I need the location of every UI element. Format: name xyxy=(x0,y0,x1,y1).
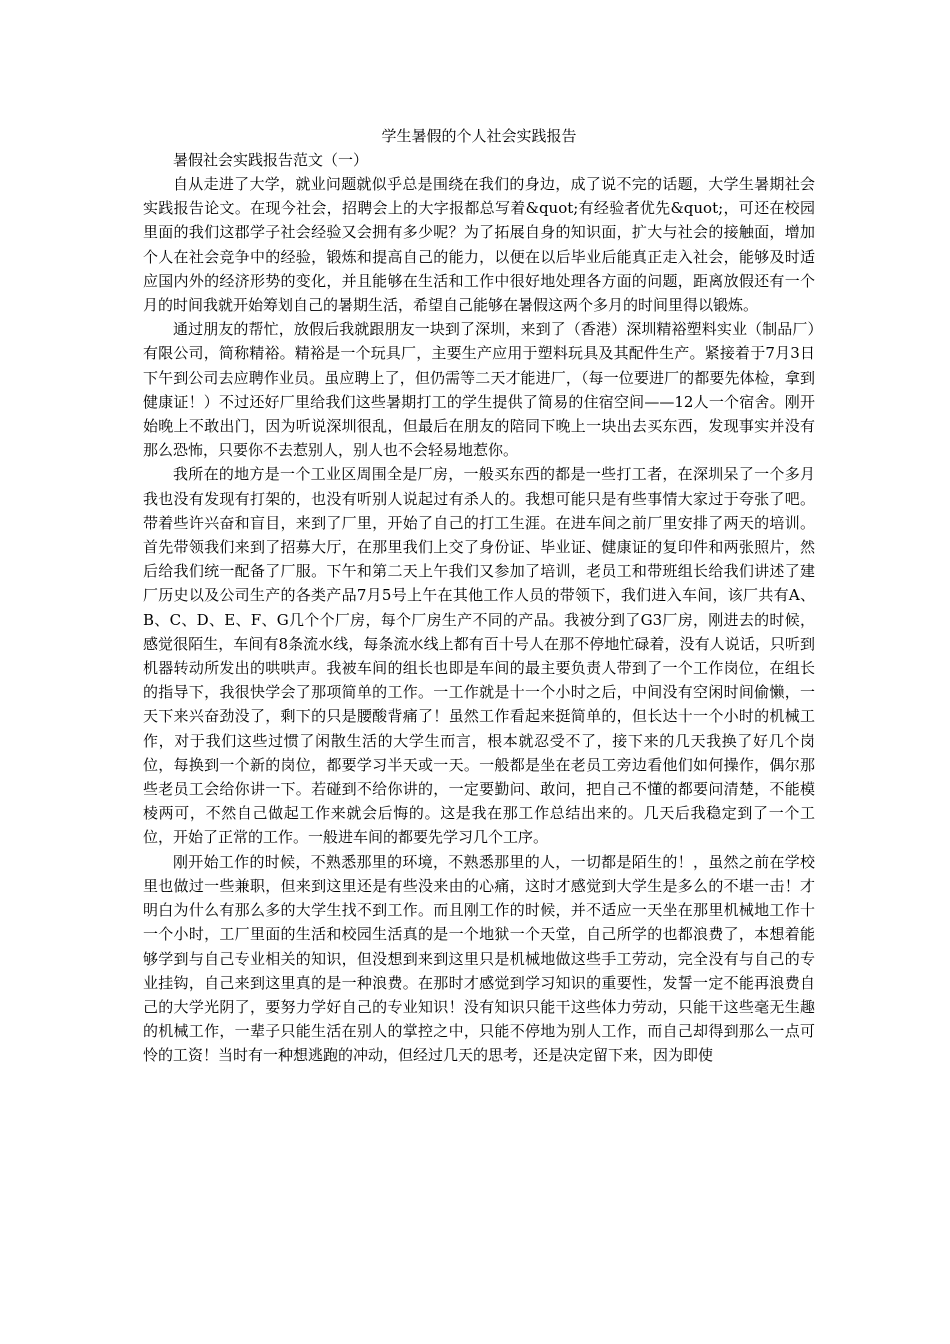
document-page xyxy=(143,124,815,1068)
paragraph-2: 通过朋友的帮忙，放假后我就跟朋友一块到了深圳，来到了（香港）深圳精裕塑料实业（制品厂）有限公司，简称精裕。精裕是一个玩具厂，主要生产应用于塑料玩具及其配件生产。紧接着于7月3日下午到公司去应聘作业员。虽应聘上了，但仍需等二天才能进厂，（每一位要进厂的都要先体检，拿到健康证！）不过还好厂里给我们这些暑期打工的学生提供了简易的住宿空间——12人一个宿舍。刚开始晚上不敢出门，因为听说深圳很乱，但最后在朋友的陪同下晚上一块出去买东西，发现事实并没有那么恐怖，只要你不去惹别人，别人也不会轻易地惹你。 xyxy=(143,320,815,460)
paragraph-3: 我所在的地方是一个工业区周围全是厂房，一般买东西的都是一些打工者，在深圳呆了一个多月我也没有发现有打架的，也没有听别人说起过有杀人的。我想可能只是有些事情大家过于夸张了吧。带着些许兴奋和盲目，来到了厂里，开始了自己的打工生涯。在进车间之前厂里安排了两天的培训。首先带领我们来到了招募大厅，在那里我们上交了身份证、毕业证、健康证的复印件和两张照片，然后给我们统一配备了厂服。下午和第二天上午我们又参加了培训，老员工和带班组长给我们讲述了建厂历史以及公司生产的各类产品7月5号上午在其他工作人员的带领下，我们进入车间，该厂共有A、B、C、D、E、F、G几个个厂房，每个厂房生产不同的产品。我被分到了G3厂房，刚进去的时候，感觉很陌生，车间有8条流水线，每条流水线上都有百十号人在那不停地忙碌着，没有人说话，只听到机器转动所发出的哄哄声。我被车间的组长也即是车间的最主要负责人带到了一个工作岗位，在组长的指导下，我很快学会了那项简单的工作。一工作就是十一个小时之后，中间没有空闲时间偷懒，一天下来兴奋劲没了，剩下的只是腰酸背痛了！虽然工作看起来挺简单的，但长达十一个小时的机械工作，对于我们这些过惯了闲散生活的大学生而言，根本就忍受不了，接下来的几天我换了好几个岗位，每换到一个新的岗位，都要学习半天或一天。一般都是坐在老员工旁边看他们如何操作，偶尔那些老员工会给你讲一下。若碰到不给你讲的，一定要勤问、敢问，把自己不懂的都要问清楚，不能模棱两可，不然自己做起工作来就会后悔的。这是我在那工作总结出来的。几天后我稳定到了一个工位，开始了正常的工作。一般进车间的都要先学习几个工序。 xyxy=(143,465,815,847)
paragraph-1: 自从走进了大学，就业问题就似乎总是围绕在我们的身边，成了说不完的话题，大学生暑期社会实践报告论文。在现今社会，招聘会上的大字报都总写着&quot;有经验者优先&quot;，可还在校园里面的我们这郡学子社会经验又会拥有多少呢？为了拓展自身的知识面，扩大与社会的接触面，增加个人在社会竞争中的经验，锻炼和提高自己的能力，以便在以后毕业后能真正走入社会，能够及时适应国内外的经济形势的变化，并且能够在生活和工作中很好地处理各方面的问题，距离放假还有一个月的时间我就开始筹划自己的暑期生活，希望自己能够在暑假这两个多月的时间里得以锻炼。 xyxy=(143,175,815,315)
paragraph-4: 刚开始工作的时候，不熟悉那里的环境，不熟悉那里的人，一切都是陌生的！，虽然之前在学校里也做过一些兼职，但来到这里还是有些没来由的心痛，这时才感觉到大学生是多么的不堪一击！才明白为什么有那么多的大学生找不到工作。而且刚工作的时候，并不适应一天坐在那里机械地工作十一个小时，工厂里面的生活和校园生活真的是一个地狱一个天堂，自己所学的也都浪费了，本想着能够学到与自己专业相关的知识，但没想到来到这里只是机械地做这些手工劳动，完全没有与自己的专业挂钩，自己来到这里真的是一种浪费。在那时才感觉到学习知识的重要性，发誓一定不能再浪费自己的大学光阴了，要努力学好自己的专业知识！没有知识只能干这些体力劳动，只能干这些毫无生趣的机械工作，一辈子只能生活在别人的掌控之中，只能不停地为别人工作，而自己却得到那么一点可怜的工资！当时有一种想逃跑的冲动，但经过几天的思考，还是决定留下来，因为即使 xyxy=(143,852,815,1065)
document-subtitle: 暑假社会实践报告范文（一） xyxy=(173,151,369,169)
document-title: 学生暑假的个人社会实践报告 xyxy=(381,127,577,145)
